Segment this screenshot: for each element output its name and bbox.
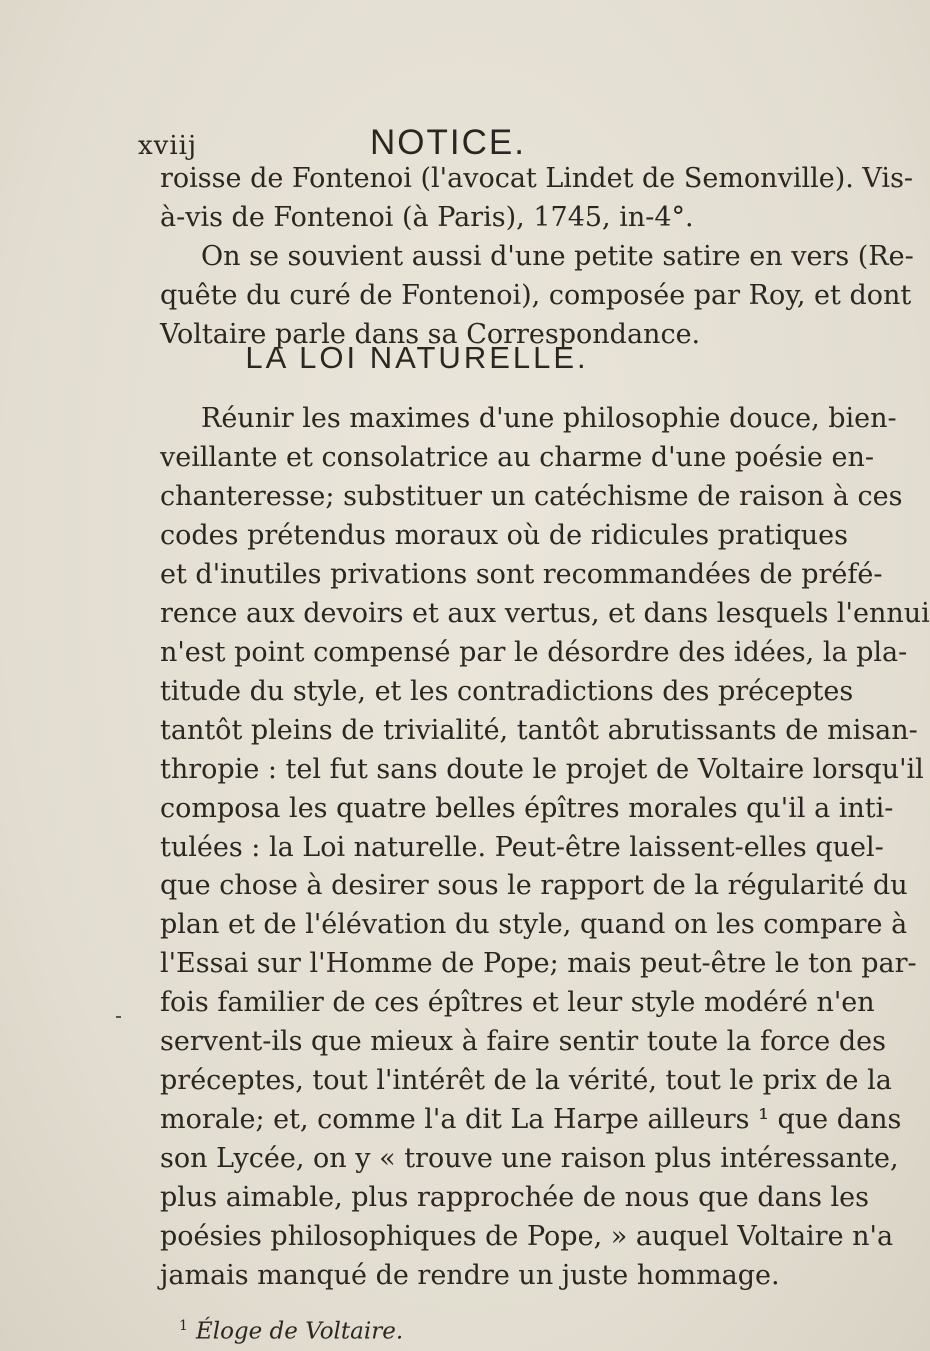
running-title: NOTICE.: [370, 123, 526, 162]
text-line: plus aimable, plus rapprochée de nous que dans les: [160, 1182, 870, 1214]
text-line: roisse de Fontenoi (l'avocat Lindet de Semonville). Vis-: [160, 163, 914, 194]
page-number: xviij: [138, 131, 198, 161]
text-line: quête du curé de Fontenoi), composée par Roy, et dont: [160, 280, 912, 311]
section-title: LA LOI NATURELLE.: [245, 340, 589, 375]
text-line: n'est point compensé par le désordre des idées, la pla-: [160, 636, 908, 668]
text-line: chanteresse; substituer un catéchisme de raison à ces: [160, 480, 903, 512]
text-line: servent-ils que mieux à faire sentir toute la force des: [160, 1026, 886, 1058]
text-line: poésies philosophiques de Pope, » auquel Voltaire n'a: [160, 1221, 894, 1253]
text-line: Réunir les maximes d'une philosophie douce, bien-: [201, 403, 897, 434]
text-line: morale; et, comme l'a dit La Harpe ailleurs ¹ que dans: [160, 1104, 902, 1136]
text-line: et d'inutiles privations sont recommandées de préfé-: [160, 558, 883, 590]
text-line: l'Essai sur l'Homme de Pope; mais peut-être le ton par-: [160, 948, 917, 980]
text-line: plan et de l'élévation du style, quand on les compare à: [160, 909, 908, 941]
text-line: rence aux devoirs et aux vertus, et dans lesquels l'ennui: [160, 597, 930, 629]
text-line: titude du style, et les contradictions des préceptes: [160, 675, 854, 707]
text-line: son Lycée, on y « trouve une raison plus intéressante,: [160, 1143, 899, 1175]
text-line: On se souvient aussi d'une petite satire en vers (Re-: [201, 241, 914, 272]
text-line: tantôt pleins de trivialité, tantôt abrutissants de misan-: [160, 714, 918, 746]
text-line: préceptes, tout l'intérêt de la vérité, tout le prix de la: [160, 1065, 892, 1097]
text-line: Voltaire parle dans sa Correspondance.: [160, 319, 701, 350]
footnote-marker: 1: [179, 1318, 188, 1334]
text-line: fois familier de ces épîtres et leur style modéré n'en: [160, 987, 875, 1019]
footnote: [179, 1318, 403, 1345]
text-line: thropie : tel fut sans doute le projet de Voltaire lorsqu'il: [160, 753, 924, 785]
text-line: composa les quatre belles épîtres morales qu'il a inti-: [160, 792, 894, 824]
margin-mark: [116, 1016, 121, 1018]
text-line: à-vis de Fontenoi (à Paris), 1745, in-4°.: [160, 202, 694, 233]
text-line: jamais manqué de rendre un juste hommage.: [160, 1260, 780, 1291]
footnote-text: Éloge de Voltaire.: [195, 1318, 404, 1345]
text-line: que chose à desirer sous le rapport de la régularité du: [160, 870, 908, 902]
text-line: veillante et consolatrice au charme d'une poésie en-: [160, 441, 874, 473]
text-line: tulées : la Loi naturelle. Peut-être laissent-elles quel-: [160, 831, 884, 863]
text-line: codes prétendus moraux où de ridicules pratiques: [160, 519, 849, 551]
